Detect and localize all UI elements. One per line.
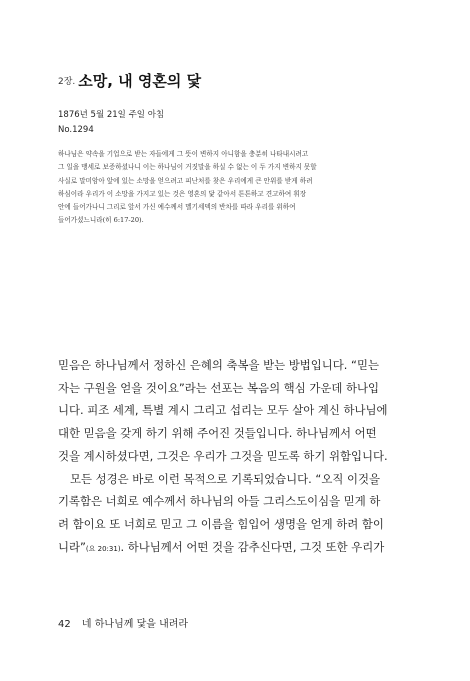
scripture-reference: (요 20:31): [85, 544, 121, 553]
body-line: 자는 구원을 얻을 것이요”라는 선포는 복음의 핵심 가운데 하나입: [58, 380, 379, 395]
body-text: [58, 354, 418, 560]
sermon-number: No.1294: [58, 125, 94, 135]
body-line: 믿음은 하나님께서 정하신 은혜의 축복을 받는 방법입니다. “믿는: [58, 358, 379, 372]
body-line: 니다. 피조 세계, 특별 계시 그리고 섭리는 모두 살아 계신 하나님에: [58, 403, 388, 418]
epigraph-line: 들어가셨느니라(히 6:17-20).: [58, 216, 144, 225]
body-line: 기록함은 너희로 예수께서 하나님의 아들 그리스도이심을 믿게 하: [58, 494, 381, 509]
body-line-paragraph-start: 모든 성경은 바로 이런 목적으로 기록되었습니다. “오직 이것을: [70, 471, 380, 486]
chapter-title: 소망, 내 영혼의 닻: [78, 72, 202, 90]
sermon-date: 1876년 5월 21일 주일 아침: [58, 110, 165, 120]
body-line: [58, 536, 418, 561]
book-title: 네 하나님께 닻을 내려라: [81, 619, 189, 630]
body-line: 것을 계시하셨다면, 그것은 우리가 그것을 믿도록 하기 위함입니다.: [58, 448, 388, 463]
body-line-text: 니라”: [58, 539, 86, 554]
body-line-text: . 하나님께서 어떤 것을 감추신다면, 그것 또한 우리가: [120, 539, 385, 554]
body-line: 대한 믿음을 갖게 하기 위해 주어진 것들입니다. 하나님께서 어떤: [58, 426, 377, 441]
chapter-number: 2장.: [58, 77, 76, 87]
epigraph-line: 사실로 말미암아 앞에 있는 소망을 얻으려고 피난처를 찾은 우리에게 큰 안위를 받게 하려: [58, 176, 313, 185]
chapter-heading: [58, 70, 201, 91]
body-line: 려 함이요 또 너희로 믿고 그 이름을 힘입어 생명을 얻게 하려 함이: [58, 516, 384, 531]
epigraph-line: 안에 들어가나니 그리로 앞서 가신 예수께서 멜기세덱의 반차를 따라 우리를 위하여: [58, 203, 296, 212]
running-footer: [58, 615, 188, 630]
scripture-epigraph: [58, 148, 393, 228]
epigraph-line: 하심이라 우리가 이 소망을 가지고 있는 것은 영혼의 닻 같아서 튼튼하고 견고하여 휘장: [58, 189, 307, 198]
sermon-meta: [58, 108, 164, 138]
epigraph-line: 하나님은 약속을 기업으로 받는 자들에게 그 뜻이 변하지 아니함을 충분히 나타내시려고: [58, 150, 309, 158]
page-number: 42: [58, 619, 71, 630]
epigraph-line: 그 일을 맹세로 보증하셨나니 이는 하나님이 거짓말을 하실 수 없는 이 두 가지 변하지 못할: [58, 163, 317, 172]
